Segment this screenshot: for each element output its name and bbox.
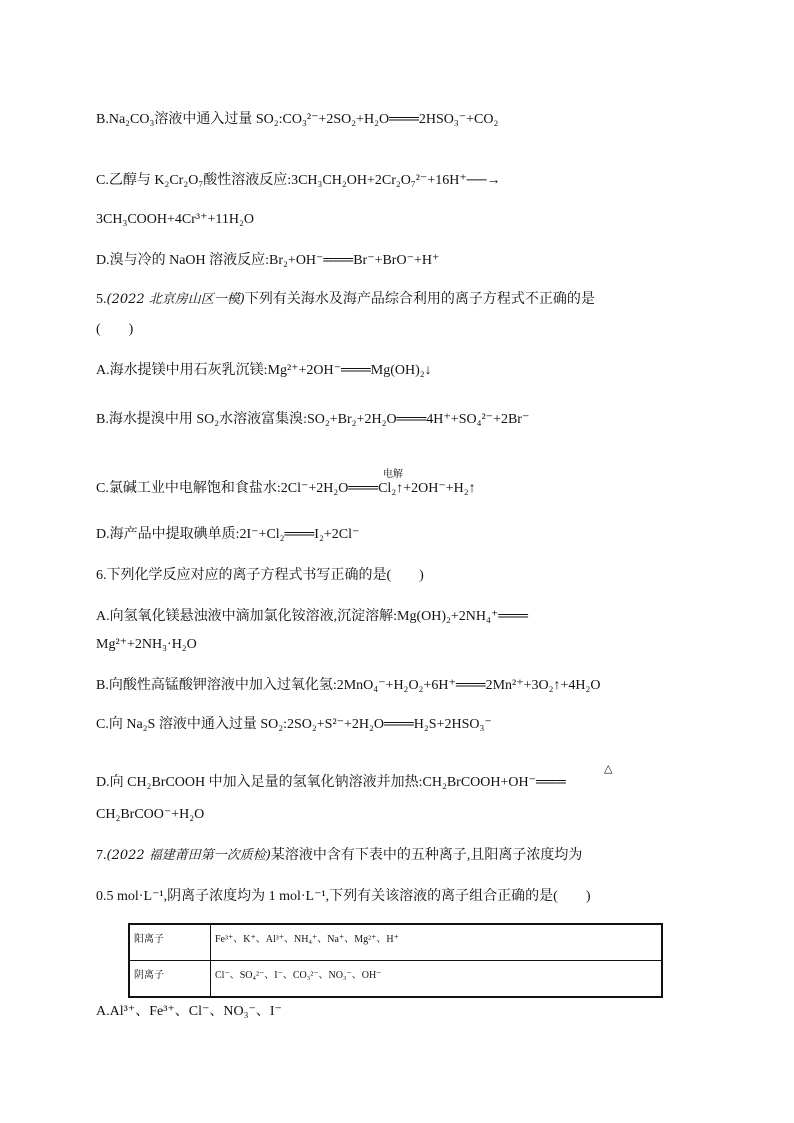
q7-stem-line2: 0.5 mol·L⁻¹,阴离子浓度均为 1 mol·L⁻¹,下列有关该溶液的离子组合正确的是( ) [96, 889, 591, 904]
q6-option-d-line2: CH₂BrCOO⁻+H₂O [96, 807, 205, 822]
q6-option-b: B.向酸性高锰酸钾溶液中加入过氧化氢:2MnO₄⁻+H₂O₂+6H⁺═══2Mn²⁺+3O₂↑+4H₂O [96, 678, 601, 693]
q5-number: 5. [96, 292, 107, 307]
q5-option-a: A.海水提镁中用石灰乳沉镁:Mg²⁺+2OH⁻═══Mg(OH)₂↓ [96, 363, 432, 378]
table-row [129, 961, 662, 998]
q4-option-b: B.Na₂CO₃溶液中通入过量 SO₂:CO₃²⁻+2SO₂+H₂O═══2HSO₃⁻+CO₂ [96, 112, 499, 127]
q4-option-d: D.溴与冷的 NaOH 溶液反应:Br₂+OH⁻═══Br⁻+BrO⁻+H⁺ [96, 253, 440, 268]
q6-option-d-line1: D.向 CH₂BrCOOH 中加入足量的氢氧化钠溶液并加热:CH₂BrCOOH+OH⁻═══ [96, 775, 566, 790]
q5-option-d: D.海产品中提取碘单质:2I⁻+Cl₂═══I₂+2Cl⁻ [96, 527, 360, 542]
q5-option-c: C.氯碱工业中电解饱和食盐水:2Cl⁻+2H₂O═══Cl₂↑+2OH⁻+H₂↑ [96, 481, 476, 496]
q6-option-c: C.向 Na₂S 溶液中通入过量 SO₂:2SO₂+S²⁻+2H₂O═══H₂S+2HSO₃⁻ [96, 717, 492, 732]
anion-header: 阴离子 [129, 961, 211, 998]
anion-list: Cl⁻、SO₄²⁻、I⁻、CO₃²⁻、NO₃⁻、OH⁻ [211, 961, 663, 998]
q4-option-c-line1: C.乙醇与 K₂Cr₂O₇酸性溶液反应:3CH₃CH₂OH+2Cr₂O₇²⁻+16H⁺──→ [96, 173, 501, 188]
table-row [129, 924, 662, 961]
q7-stem-text: 某溶液中含有下表中的五种离子,且阳离子浓度均为 [270, 848, 583, 863]
q7-option-a: A.Al³⁺、Fe³⁺、Cl⁻、NO₃⁻、I⁻ [96, 1004, 282, 1019]
q6-option-a-line1: A.向氢氧化镁悬浊液中滴加氯化铵溶液,沉淀溶解:Mg(OH)₂+2NH₄⁺═══ [96, 609, 529, 624]
cation-header: 阳离子 [129, 924, 211, 961]
q5-paren: ( ) [96, 322, 134, 337]
q7-stem-line1 [96, 847, 582, 865]
q5-source: (2022 北京房山区一模) [106, 292, 245, 307]
q4-option-c-line2: 3CH₃COOH+4Cr³⁺+11H₂O [96, 212, 254, 227]
q6-option-a-line2: Mg²⁺+2NH₃·H₂O [96, 637, 197, 652]
q5-option-c-condition: 电解 [383, 469, 403, 480]
ion-table [128, 923, 663, 998]
q7-number: 7. [96, 848, 107, 863]
q5-stem [96, 291, 595, 309]
q6-option-d-condition: △ [604, 763, 613, 775]
q6-stem: 6.下列化学反应对应的离子方程式书写正确的是( ) [96, 568, 424, 583]
q5-stem-text: 下列有关海水及海产品综合利用的离子方程式不正确的是 [244, 292, 595, 307]
cation-list: Fe³⁺、K⁺、Al³⁺、NH₄⁺、Na⁺、Mg²⁺、H⁺ [211, 924, 663, 961]
q7-source: (2022 福建莆田第一次质检) [106, 848, 271, 863]
q5-option-b: B.海水提溴中用 SO₂水溶液富集溴:SO₂+Br₂+2H₂O═══4H⁺+SO₄²⁻+2Br⁻ [96, 412, 530, 427]
